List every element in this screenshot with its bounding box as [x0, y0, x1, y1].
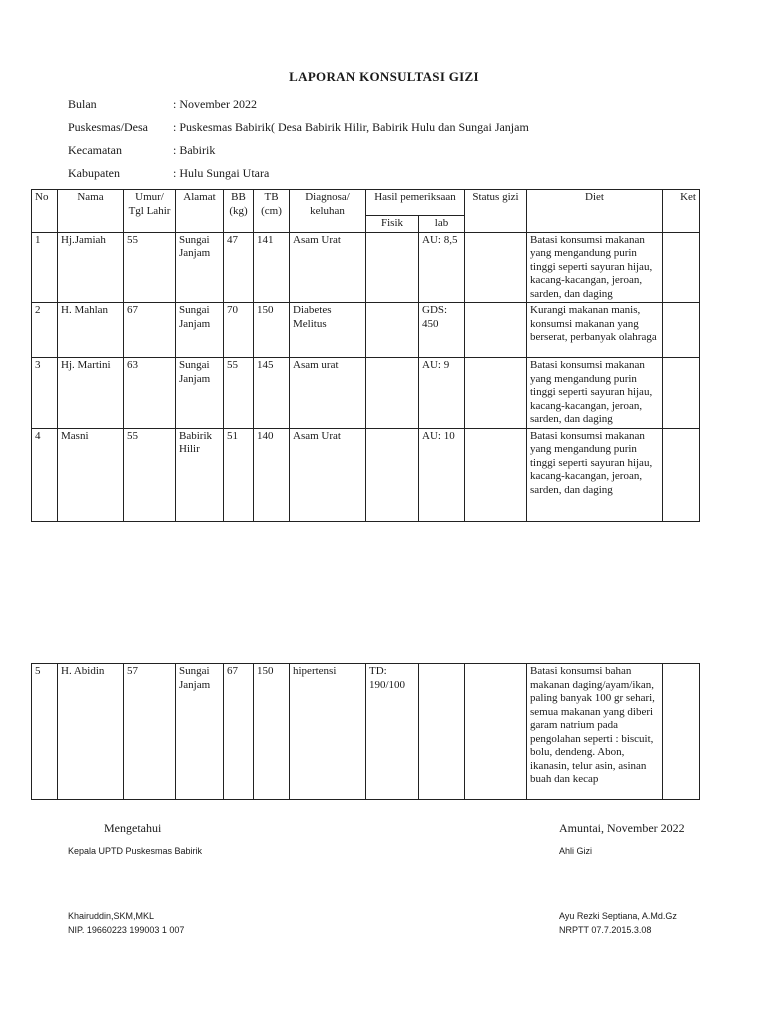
cell-nama: H. Abidin — [58, 664, 124, 800]
header-status: Status gizi — [465, 190, 527, 233]
cell-umur: 63 — [124, 358, 176, 429]
cell-bb: 67 — [224, 664, 254, 800]
cell-alamat: Sungai Janjam — [176, 358, 224, 429]
cell-diagnosa: Asam Urat — [290, 428, 366, 521]
cell-diet: Batasi konsumsi makanan yang mengandung purin tinggi seperti sayuran hijau, kacang-kacangan, jeroan, sarden, dan daging — [527, 232, 663, 303]
mengetahui-label: Mengetahui — [104, 821, 162, 835]
cell-diet: Batasi konsumsi makanan yang mengandung purin tinggi seperti sayuran hijau, kacang-kacangan, jeroan, sarden, dan daging — [527, 428, 663, 521]
cell-no: 4 — [32, 428, 58, 521]
cell-diagnosa: Diabetes Melitus — [290, 303, 366, 358]
header-lab: lab — [419, 216, 465, 233]
cell-no: 5 — [32, 664, 58, 800]
cell-lab: GDS: 450 — [419, 303, 465, 358]
cell-lab: AU: 9 — [419, 358, 465, 429]
header-diagnosa: Diagnosa/ keluhan — [290, 190, 366, 233]
table-row — [32, 232, 700, 303]
table-row — [32, 358, 700, 429]
ahli-nrptt: NRPTT 07.7.2015.3.08 — [559, 925, 652, 935]
header-umur: Umur/ Tgl Lahir — [124, 190, 176, 233]
cell-alamat: Sungai Janjam — [176, 303, 224, 358]
cell-no: 3 — [32, 358, 58, 429]
header-ket: Ket — [663, 190, 700, 233]
cell-tb: 140 — [254, 428, 290, 521]
header-diet: Diet — [527, 190, 663, 233]
cell-alamat: Babirik Hilir — [176, 428, 224, 521]
consultation-table — [31, 189, 700, 522]
place-date: Amuntai, November 2022 — [559, 821, 685, 835]
table-row — [32, 303, 700, 358]
meta-label: Kecamatan — [68, 143, 122, 157]
cell-no: 2 — [32, 303, 58, 358]
cell-tb: 150 — [254, 303, 290, 358]
header-no: No — [32, 190, 58, 233]
meta-value: : Hulu Sungai Utara — [173, 166, 270, 180]
meta-label: Bulan — [68, 97, 97, 111]
cell-umur: 55 — [124, 428, 176, 521]
cell-no: 1 — [32, 232, 58, 303]
header-tb: TB (cm) — [254, 190, 290, 233]
cell-lab — [419, 664, 465, 800]
header-fisik: Fisik — [366, 216, 419, 233]
cell-status — [465, 664, 527, 800]
ahli-gizi-title: Ahli Gizi — [559, 846, 593, 856]
cell-fisik: TD: 190/100 — [366, 664, 419, 800]
cell-umur: 55 — [124, 232, 176, 303]
report-title: LAPORAN KONSULTASI GIZI — [289, 69, 479, 84]
cell-ket — [663, 232, 700, 303]
cell-status — [465, 358, 527, 429]
cell-lab: AU: 10 — [419, 428, 465, 521]
meta-value: : Babirik — [173, 143, 216, 157]
ahli-name: Ayu Rezki Septiana, A.Md.Gz — [559, 911, 677, 921]
cell-bb: 55 — [224, 358, 254, 429]
cell-fisik — [366, 232, 419, 303]
cell-fisik — [366, 303, 419, 358]
cell-bb: 47 — [224, 232, 254, 303]
cell-tb: 141 — [254, 232, 290, 303]
table-row — [32, 664, 700, 800]
cell-nama: Masni — [58, 428, 124, 521]
meta-label: Kabupaten — [68, 166, 120, 180]
cell-tb: 145 — [254, 358, 290, 429]
cell-status — [465, 303, 527, 358]
consultation-table-continued — [31, 663, 700, 800]
kepala-nip: NIP. 19660223 199003 1 007 — [68, 925, 185, 935]
cell-nama: Hj.Jamiah — [58, 232, 124, 303]
cell-alamat: Sungai Janjam — [176, 664, 224, 800]
cell-umur: 57 — [124, 664, 176, 800]
cell-diagnosa: Asam Urat — [290, 232, 366, 303]
cell-fisik — [366, 358, 419, 429]
cell-lab: AU: 8,5 — [419, 232, 465, 303]
cell-tb: 150 — [254, 664, 290, 800]
cell-umur: 67 — [124, 303, 176, 358]
meta-value: : November 2022 — [173, 97, 257, 111]
cell-diet: Batasi konsumsi makanan yang mengandung purin tinggi seperti sayuran hijau, kacang-kacangan, jeroan, sarden, dan daging — [527, 358, 663, 429]
cell-ket — [663, 664, 700, 800]
header-hasil: Hasil pemeriksaan — [366, 190, 465, 216]
cell-ket — [663, 303, 700, 358]
cell-bb: 51 — [224, 428, 254, 521]
header-alamat: Alamat — [176, 190, 224, 233]
cell-alamat: Sungai Janjam — [176, 232, 224, 303]
cell-fisik — [366, 428, 419, 521]
cell-diagnosa: Asam urat — [290, 358, 366, 429]
kepala-title: Kepala UPTD Puskesmas Babirik — [68, 846, 203, 856]
cell-diet: Kurangi makanan manis, konsumsi makanan yang berserat, perbanyak olahraga — [527, 303, 663, 358]
meta-label: Puskesmas/Desa — [68, 120, 148, 134]
table-row — [32, 428, 700, 521]
cell-nama: Hj. Martini — [58, 358, 124, 429]
header-nama: Nama — [58, 190, 124, 233]
cell-ket — [663, 428, 700, 521]
cell-nama: H. Mahlan — [58, 303, 124, 358]
cell-diet: Batasi konsumsi bahan makanan daging/ayam/ikan, paling banyak 100 gr sehari, semua makanan yang diberi garam natrium pada pengolahan seperti : biscuit, bolu, dendeng. Abon, ikanasin, telur asin, asinan buah dan kecap — [527, 664, 663, 800]
cell-status — [465, 232, 527, 303]
kepala-name: Khairuddin,SKM,MKL — [68, 911, 155, 921]
cell-bb: 70 — [224, 303, 254, 358]
cell-diagnosa: hipertensi — [290, 664, 366, 800]
header-bb: BB (kg) — [224, 190, 254, 233]
cell-ket — [663, 358, 700, 429]
cell-status — [465, 428, 527, 521]
meta-value: : Puskesmas Babirik( Desa Babirik Hilir, Babirik Hulu dan Sungai Janjam — [173, 120, 529, 134]
